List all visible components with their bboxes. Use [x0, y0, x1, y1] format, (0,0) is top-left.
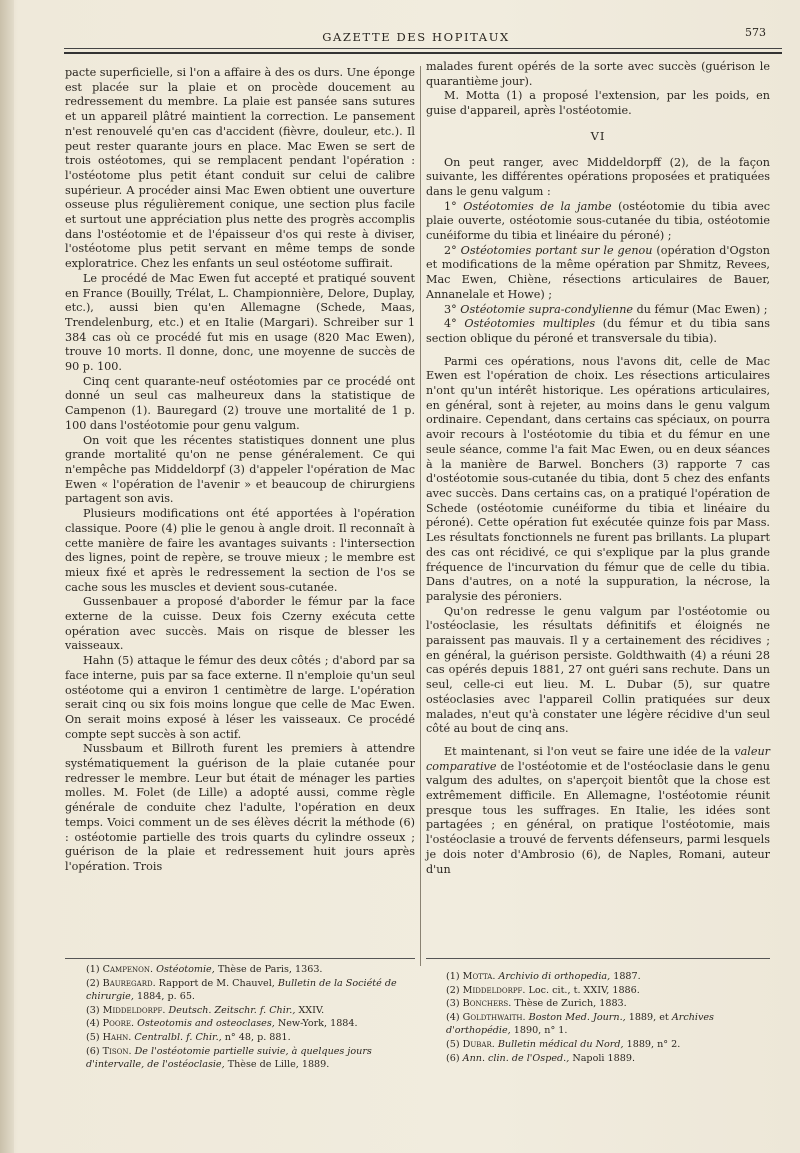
footnote-rest: 1890, n° 1. — [510, 1025, 568, 1037]
footnote-rest: Thèse de Paris, 1363. — [214, 964, 323, 975]
list-item — [426, 317, 770, 346]
footnote-author: Poore. — [102, 1018, 135, 1030]
footnote-number: (6) — [86, 1045, 100, 1057]
footnote-rest: Loc. cit., t. XXIV, 1886. — [525, 984, 640, 996]
paragraph — [426, 745, 770, 877]
column-divider — [420, 66, 421, 966]
footnote — [446, 1052, 770, 1066]
list-item — [426, 303, 770, 318]
footnote-rest: Napoli 1889. — [569, 1052, 635, 1064]
footnote-rest: Thèse de Zurich, 1883. — [511, 998, 627, 1010]
footnote — [446, 1038, 770, 1052]
page-header — [56, 24, 776, 50]
footnote-number: (6) — [446, 1052, 460, 1064]
footnote-ref: Archivio di orthopedia, — [498, 971, 611, 982]
footnote — [446, 1011, 770, 1038]
footnote-number: (3) — [446, 998, 460, 1010]
operations-list — [426, 200, 770, 347]
operation-name: Ostéotomie supra-condylienne — [460, 302, 634, 316]
footnote — [446, 997, 770, 1011]
footnote-rule — [426, 958, 770, 959]
footnote-rest: 1884, p. 65. — [133, 991, 195, 1003]
footnote-number: (5) — [446, 1038, 460, 1050]
footnote-ref: Centralbl. f. Chir., — [134, 1031, 222, 1043]
footnote-ref: Ostéotomie, — [156, 964, 215, 975]
footnote-ref: Ann. clin. de l'Osped., — [462, 1052, 570, 1064]
list-number: 2° — [444, 243, 457, 257]
list-number: 4° — [444, 317, 457, 331]
footnote-rest: New-York, 1884. — [274, 1018, 358, 1030]
paragraph: Gussenbauer a proposé d'aborder le fémur par la face externe de la cuisse. Deux fois Czerny exécuta cette opération avec succès. Mais on risque de blesser les vaisseaux. — [65, 595, 415, 653]
text-run: Et maintenant, si l'on veut se faire une idée de la — [444, 744, 735, 758]
paragraph: pacte superficielle, si l'on a affaire à des os durs. Une éponge est placée sur la plaie et on procède doucement au redressement du membre. La plaie est pansée sans sutures et un appareil plâtré maintient la correction. Le pansement n'est renouvelé qu'en cas d'accident (fièvre, douleur, etc.). Il peut rester quarante jours en place. Mac Ewen se sert de trois ostéotomes, qui se remplacent pendant l'opération : l'ostéotome plus petit étant conduit sur celui de calibre supérieur. A procéder ainsi Mac Ewen obtient une ouverture osseuse plus régulièrement conique, une section plus facile et surtout une appréciation plus nette des progrès accomplis dans l'ostéotomie et de l'épaisseur d'os qui reste à diviser, l'ostéotome plus petit servant en même temps de sonde exploratrice. Chez les enfants un seul ostéotome suffirait. — [65, 66, 415, 271]
right-column — [426, 60, 770, 877]
left-column — [65, 66, 415, 875]
operation-desc: (ostéotomie du tibia avec plaie ouverte, ostéotomie sous-cutanée du tibia, ostéotomie cunéiforme du tibia et linéaire du péroné) ; — [426, 199, 770, 243]
footnote-number: (2) — [446, 984, 460, 996]
operation-name: Ostéotomies multiples — [464, 317, 596, 331]
footnote-author: Bonchers. — [462, 998, 512, 1010]
footnotes-right — [446, 970, 770, 1065]
page-number: 573 — [745, 26, 766, 39]
footnote-ref: De l'ostéotomie partielle suivie, à quelques jours d'intervalle, de l'ostéoclasie, — [86, 1045, 372, 1071]
operation-desc: du fémur (Mac Ewen) ; — [633, 302, 768, 316]
footnote-ref: Boston Med. Journ., — [528, 1011, 626, 1023]
operation-name: Ostéotomies portant sur le genou — [460, 243, 653, 257]
list-item — [426, 244, 770, 303]
paragraph: Cinq cent quarante-neuf ostéotomies par ce procédé ont donné un seul cas malheureux dans la statistique de Campenon (1). Bauregard (2) trouve une mortalité de 1 p. 100 dans l'ostéotomie pour genu valgum. — [65, 374, 415, 432]
paragraph: On voit que les récentes statistiques donnent une plus grande mortalité qu'on ne pense généralement. Ce qui n'empêche pas Middeldorpf (3) d'appeler l'opération de Mac Ewen « l'opération de l'avenir » et beaucoup de chirurgiens partagent son avis. — [65, 433, 415, 506]
footnote-rest: Thèse de Lille, 1889. — [224, 1059, 330, 1071]
paragraph: Plusieurs modifications ont été apportées à l'opération classique. Poore (4) plie le genou à angle droit. Il reconnaît à cette manière de faire les avantages suivants : l'intersection des lignes, point de repère, se trouve mieux ; le membre est mieux fixé et après le redressement la section de l'os se cache sous les muscles et devient sous-cutanée. — [65, 507, 415, 594]
footnote — [86, 1017, 416, 1031]
footnote — [86, 1004, 416, 1018]
list-number: 3° — [444, 302, 457, 316]
italic-text: valeur comparative — [426, 744, 770, 773]
footnote-ref: Archives d'orthopédie, — [446, 1011, 714, 1037]
footnote-number: (4) — [446, 1011, 460, 1023]
footnote-author: Bauregard. — [102, 977, 156, 989]
operation-desc: (du fémur et du tibia sans section oblique du péroné et transversale du tibia). — [426, 317, 770, 345]
paragraph: Nussbaum et Billroth furent les premiers à attendre systématiquement la guérison de la plaie cutanée pour redresser le membre. Leur but était de ménager les parties molles. M. Folet (de Lille) a adopté aussi, comme règle générale de conduite chez l'adulte, l'opération en deux temps. Voici comment un de ses élèves décrit la méthode (6) : ostéotomie partielle des trois quarts du cylindre osseux ; guérison de la plaie et redressement huit jours après l'opération. Trois — [65, 742, 415, 873]
page-binding-edge — [0, 0, 14, 1153]
footnote-number: (1) — [86, 964, 100, 975]
footnote — [446, 984, 770, 998]
footnote-rest: XXIV. — [295, 1004, 325, 1016]
footnote — [86, 1031, 416, 1045]
footnote — [86, 963, 416, 977]
paragraph: M. Motta (1) a proposé l'extension, par les poids, en guise d'appareil, après l'ostéotomie. — [426, 89, 770, 118]
footnote-rule — [65, 958, 415, 959]
footnote — [446, 970, 770, 984]
list-item — [426, 200, 770, 244]
footnote-ref: Deutsch. Zeitschr. f. Chir., — [168, 1004, 296, 1016]
footnote-rest: 1889, n° 2. — [623, 1038, 681, 1050]
header-rule — [64, 48, 782, 49]
footnote-number: (2) — [86, 977, 100, 989]
footnote — [86, 1045, 416, 1072]
paragraph: Hahn (5) attaque le fémur des deux côtés ; d'abord par sa face interne, puis par sa face externe. Il n'emploie qu'un seul ostéotome qui a environ 1 centimètre de large. L'opération serait cinq ou six fois moins longue que celle de Mac Ewen. On serait moins exposé à léser les vaisseaux. Ce procédé compte sept succès à son actif. — [65, 654, 415, 741]
footnote-author: Middeldorpf. — [462, 984, 526, 996]
footnote-author: Tison. — [102, 1045, 132, 1057]
footnote-number: (1) — [446, 971, 460, 982]
footnote-number: (3) — [86, 1004, 100, 1016]
operation-desc: (opération d'Ogston et modifications de la même opération par Shmitz, Revees, Mac Ewen, Chiène, résections articulaires de Bauer, Annanelale et Howe) ; — [426, 243, 770, 301]
paragraph: On peut ranger, avec Middeldorpff (2), de la façon suivante, les différentes opérations proposées et pratiquées dans le genu valgum : — [426, 155, 770, 198]
footnote-author: Hahn. — [102, 1031, 132, 1043]
footnote-ref: Osteotomis and osteoclases, — [137, 1018, 275, 1030]
text-run: de l'ostéotomie et de l'ostéoclasie dans le genu valgum des adultes, on s'aperçoit bientôt que la chose est extrêmement difficile. En Allemagne, l'ostéotomie réunit presque tous les suffrages. En Italie, les idées sont partagées ; en général, on pratique l'ostéotomie, mais l'ostéoclasie a trouvé de fervents défenseurs, parmi lesquels je dois noter d'Ambrosio (6), de Naples, Romani, auteur d'un — [426, 759, 770, 876]
list-number: 1° — [444, 199, 457, 213]
footnote-number: (5) — [86, 1031, 100, 1043]
footnote-ref: Bulletin de la Société de chirurgie, — [86, 977, 397, 1003]
footnote-number: (4) — [86, 1018, 100, 1030]
footnote-author: Campenon. — [102, 964, 154, 975]
footnote-rest: 1887. — [610, 971, 641, 982]
footnote-author: Goldthwaith. — [462, 1011, 526, 1023]
footnote — [86, 977, 416, 1004]
footnote-author: Motta. — [462, 971, 496, 982]
section-heading: VI — [590, 128, 606, 143]
paragraph: Qu'on redresse le genu valgum par l'ostéotomie ou l'ostéoclasie, les résultats définitifs et éloignés ne paraissent pas mauvais. Il y a certainement des récidives ; en général, la guérison persiste. Goldthwaith (4) a réuni 28 cas opérés depuis 1881, 27 ont guéri sans rechute. Dans un seul, celle-ci eut lieu. M. L. Dubar (5), sur quatre ostéoclasies avec l'appareil Collin pratiquées sur deux malades, n'eut qu'à constater une légère récidive d'un seul côté au bout de cinq ans. — [426, 604, 770, 736]
footnote-author: Middeldorpf. — [102, 1004, 166, 1016]
footnote-rest: Rapport de M. Chauvel, — [155, 977, 278, 989]
paragraph: Le procédé de Mac Ewen fut accepté et pratiqué souvent en France (Bouilly, Trélat, L. Championnière, Delore, Duplay, etc.), aussi bien qu'en Allemagne (Schede, Maas, Trendelenburg, etc.) et en Italie (Margari). Schreiber sur 1 384 cas où ce procédé fut mis en usage (820 Mac Ewen), trouve 10 morts. Il donne, donc, une moyenne de succès de 90 p. 100. — [65, 271, 415, 374]
journal-title: GAZETTE DES HOPITAUX — [322, 30, 510, 44]
header-rule-thick — [64, 52, 782, 54]
paragraph: Parmi ces opérations, nous l'avons dit, celle de Mac Ewen est l'opération de choix. Les résections articulaires n'ont qu'un intérêt historique. Les opérations articulaires, en général, sont à rejeter, au moins dans le genu valgum ordinaire. Cependant, dans certains cas spéciaux, on pourra avoir recours à l'ostéotomie du tibia et du fémur en une seule séance, comme l'a fait Mac Ewen, ou en deux séances à la manière de Barwel. Bonchers (3) rapporte 7 cas d'ostéotomie sous-cutanée du tibia, dont 5 chez des enfants avec succès. Dans certains cas, on a pratiqué l'opération de Schede (ostéotomie cunéiforme du tibia et linéaire du péroné). Cette opération fut exécutée quinze fois par Mass. Les résultats fonctionnels ne furent pas brillants. La plupart des cas ont récidivé, ce qui s'explique par la plus grande fréquence de l'incurvation du fémur que de celle du tibia. Dans d'autres, on a noté la suppuration, la nécrose, la paralysie des péroniers. — [426, 354, 770, 603]
paragraph: malades furent opérés de la sorte avec succès (guérison le quarantième jour). — [426, 60, 770, 88]
footnote-author: Dubar. — [462, 1038, 495, 1050]
footnotes-left — [86, 963, 416, 1072]
footnote-rest: 1889, et — [625, 1011, 672, 1023]
footnote-ref: Bulletin médical du Nord, — [497, 1038, 624, 1050]
footnote-rest: n° 48, p. 881. — [221, 1031, 291, 1043]
operation-name: Ostéotomies de la jambe — [463, 199, 612, 213]
